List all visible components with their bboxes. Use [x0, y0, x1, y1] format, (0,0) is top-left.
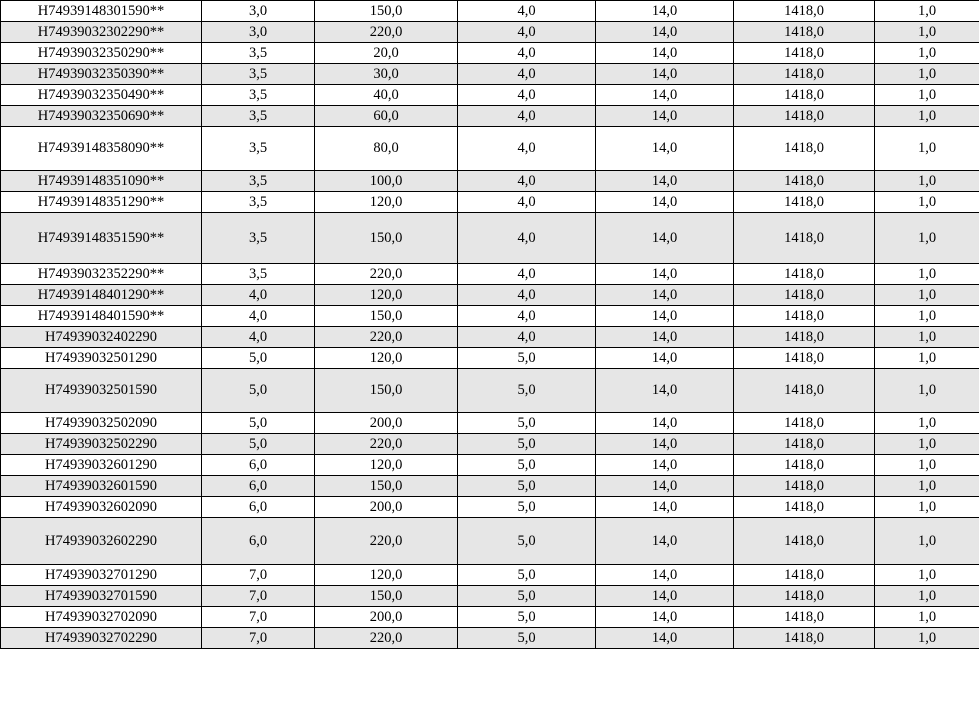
- table-cell-value: 3,5: [202, 64, 315, 85]
- table-cell-value: 1,0: [875, 476, 979, 497]
- table-row: [1, 127, 979, 171]
- table-row: [1, 285, 979, 306]
- table-row: [1, 476, 979, 497]
- table-cell-value: 14,0: [596, 264, 734, 285]
- table-cell-value: 5,0: [202, 434, 315, 455]
- table-cell-value: 200,0: [315, 413, 458, 434]
- table-cell-value: 4,0: [458, 85, 596, 106]
- table-row: [1, 628, 979, 649]
- table-cell-value: 14,0: [596, 348, 734, 369]
- table-cell-value: 1418,0: [734, 22, 875, 43]
- table-row: [1, 327, 979, 348]
- table-cell-value: 7,0: [202, 586, 315, 607]
- table-cell-value: 5,0: [202, 413, 315, 434]
- table-cell-value: 1,0: [875, 127, 979, 171]
- table-cell-value: 220,0: [315, 518, 458, 565]
- table-cell-part-number: H74939148358090**: [1, 127, 202, 171]
- table-cell-part-number: H74939148401290**: [1, 285, 202, 306]
- table-cell-value: 1,0: [875, 518, 979, 565]
- table-cell-part-number: H74939032701290: [1, 565, 202, 586]
- table-row: [1, 413, 979, 434]
- table-row: [1, 586, 979, 607]
- table-cell-part-number: H74939148401590**: [1, 306, 202, 327]
- table-cell-value: 4,0: [458, 285, 596, 306]
- table-cell-value: 4,0: [458, 192, 596, 213]
- table-cell-value: 1418,0: [734, 628, 875, 649]
- table-cell-value: 14,0: [596, 43, 734, 64]
- table-cell-value: 3,0: [202, 22, 315, 43]
- table-cell-value: 1418,0: [734, 607, 875, 628]
- table-cell-part-number: H74939032702090: [1, 607, 202, 628]
- table-cell-value: 7,0: [202, 628, 315, 649]
- table-cell-value: 14,0: [596, 565, 734, 586]
- table-cell-part-number: H74939148301590**: [1, 1, 202, 22]
- table-cell-part-number: H74939148351290**: [1, 192, 202, 213]
- table-cell-value: 1418,0: [734, 565, 875, 586]
- table-cell-value: 14,0: [596, 327, 734, 348]
- table-cell-value: 40,0: [315, 85, 458, 106]
- table-cell-part-number: H74939032501290: [1, 348, 202, 369]
- table-cell-value: 1,0: [875, 327, 979, 348]
- table-cell-value: 3,5: [202, 213, 315, 264]
- table-cell-part-number: H74939032501590: [1, 369, 202, 413]
- table-cell-part-number: H74939032602290: [1, 518, 202, 565]
- table-cell-value: 150,0: [315, 369, 458, 413]
- table-cell-value: 4,0: [458, 22, 596, 43]
- table-cell-value: 14,0: [596, 628, 734, 649]
- table-row: [1, 106, 979, 127]
- table-cell-value: 6,0: [202, 455, 315, 476]
- table-cell-part-number: H74939032702290: [1, 628, 202, 649]
- table-cell-value: 14,0: [596, 1, 734, 22]
- table-cell-value: 150,0: [315, 586, 458, 607]
- table-cell-value: 6,0: [202, 518, 315, 565]
- table-cell-value: 120,0: [315, 285, 458, 306]
- table-body: [1, 1, 979, 649]
- table-cell-value: 120,0: [315, 348, 458, 369]
- table-cell-part-number: H74939032350290**: [1, 43, 202, 64]
- table-cell-value: 1418,0: [734, 213, 875, 264]
- table-cell-value: 5,0: [458, 628, 596, 649]
- table-cell-value: 1,0: [875, 171, 979, 192]
- table-cell-value: 20,0: [315, 43, 458, 64]
- table-row: [1, 43, 979, 64]
- table-cell-value: 14,0: [596, 586, 734, 607]
- table-cell-value: 3,5: [202, 85, 315, 106]
- table-cell-value: 7,0: [202, 607, 315, 628]
- table-cell-value: 3,5: [202, 264, 315, 285]
- table-cell-value: 1,0: [875, 22, 979, 43]
- table-cell-value: 1,0: [875, 306, 979, 327]
- table-cell-value: 14,0: [596, 127, 734, 171]
- table-cell-value: 1418,0: [734, 348, 875, 369]
- table-cell-value: 1,0: [875, 565, 979, 586]
- table-cell-value: 120,0: [315, 455, 458, 476]
- table-cell-value: 1,0: [875, 1, 979, 22]
- table-cell-value: 14,0: [596, 106, 734, 127]
- table-cell-value: 4,0: [202, 285, 315, 306]
- table-row: [1, 434, 979, 455]
- table-cell-value: 150,0: [315, 1, 458, 22]
- table-row: [1, 369, 979, 413]
- table-cell-value: 1418,0: [734, 413, 875, 434]
- table-cell-value: 5,0: [458, 455, 596, 476]
- table-cell-value: 1418,0: [734, 434, 875, 455]
- table-cell-value: 14,0: [596, 192, 734, 213]
- table-row: [1, 518, 979, 565]
- table-cell-value: 14,0: [596, 85, 734, 106]
- table-cell-value: 1,0: [875, 85, 979, 106]
- table-cell-value: 1418,0: [734, 43, 875, 64]
- table-cell-value: 1,0: [875, 264, 979, 285]
- table-row: [1, 306, 979, 327]
- table-cell-value: 1,0: [875, 628, 979, 649]
- table-cell-value: 30,0: [315, 64, 458, 85]
- table-cell-value: 1,0: [875, 497, 979, 518]
- table-cell-value: 14,0: [596, 607, 734, 628]
- table-row: [1, 1, 979, 22]
- table-cell-part-number: H74939148351590**: [1, 213, 202, 264]
- table-cell-value: 220,0: [315, 264, 458, 285]
- table-cell-value: 120,0: [315, 192, 458, 213]
- table-cell-part-number: H74939032602090: [1, 497, 202, 518]
- table-cell-value: 4,0: [202, 327, 315, 348]
- table-cell-value: 1418,0: [734, 264, 875, 285]
- table-cell-part-number: H74939032350690**: [1, 106, 202, 127]
- table-cell-value: 1418,0: [734, 497, 875, 518]
- table-cell-value: 4,0: [458, 64, 596, 85]
- table-cell-value: 3,0: [202, 1, 315, 22]
- table-cell-value: 4,0: [458, 264, 596, 285]
- table-cell-value: 1,0: [875, 369, 979, 413]
- table-cell-value: 4,0: [458, 106, 596, 127]
- table-row: [1, 264, 979, 285]
- table-cell-value: 14,0: [596, 476, 734, 497]
- table-cell-value: 3,5: [202, 43, 315, 64]
- table-cell-value: 1,0: [875, 285, 979, 306]
- table-cell-value: 1418,0: [734, 127, 875, 171]
- table-cell-value: 3,5: [202, 192, 315, 213]
- table-cell-value: 1,0: [875, 213, 979, 264]
- table-cell-value: 14,0: [596, 455, 734, 476]
- table-cell-value: 14,0: [596, 413, 734, 434]
- table-cell-value: 1418,0: [734, 64, 875, 85]
- table-cell-value: 1418,0: [734, 85, 875, 106]
- table-row: [1, 85, 979, 106]
- table-cell-value: 14,0: [596, 285, 734, 306]
- table-cell-part-number: H74939032352290**: [1, 264, 202, 285]
- table-cell-value: 4,0: [458, 213, 596, 264]
- table-cell-value: 1,0: [875, 106, 979, 127]
- table-cell-value: 100,0: [315, 171, 458, 192]
- table-cell-value: 220,0: [315, 327, 458, 348]
- table-cell-value: 5,0: [458, 518, 596, 565]
- table-cell-value: 14,0: [596, 306, 734, 327]
- table-row: [1, 348, 979, 369]
- table-cell-value: 200,0: [315, 607, 458, 628]
- table-cell-value: 3,5: [202, 171, 315, 192]
- table-cell-value: 3,5: [202, 127, 315, 171]
- table-cell-value: 1418,0: [734, 192, 875, 213]
- table-cell-value: 5,0: [458, 434, 596, 455]
- table-cell-value: 200,0: [315, 497, 458, 518]
- table-cell-part-number: H74939148351090**: [1, 171, 202, 192]
- table-cell-part-number: H74939032302290**: [1, 22, 202, 43]
- table-row: [1, 22, 979, 43]
- table-row: [1, 192, 979, 213]
- table-cell-value: 5,0: [458, 586, 596, 607]
- table-cell-value: 1418,0: [734, 327, 875, 348]
- table-cell-value: 6,0: [202, 476, 315, 497]
- table-cell-value: 5,0: [458, 607, 596, 628]
- table-cell-value: 1418,0: [734, 586, 875, 607]
- table-cell-value: 150,0: [315, 306, 458, 327]
- table-cell-part-number: H74939032350490**: [1, 85, 202, 106]
- table-cell-value: 4,0: [202, 306, 315, 327]
- table-cell-value: 4,0: [458, 171, 596, 192]
- table-cell-value: 1418,0: [734, 306, 875, 327]
- table-cell-value: 1418,0: [734, 518, 875, 565]
- table-cell-part-number: H74939032350390**: [1, 64, 202, 85]
- table-cell-value: 14,0: [596, 369, 734, 413]
- table-cell-value: 1,0: [875, 64, 979, 85]
- table-row: [1, 497, 979, 518]
- table-cell-value: 1418,0: [734, 285, 875, 306]
- table-cell-value: 6,0: [202, 497, 315, 518]
- table-cell-value: 4,0: [458, 327, 596, 348]
- table-cell-value: 1418,0: [734, 455, 875, 476]
- table-cell-value: 14,0: [596, 213, 734, 264]
- table-cell-part-number: H74939032601590: [1, 476, 202, 497]
- table-row: [1, 213, 979, 264]
- table-cell-value: 1,0: [875, 192, 979, 213]
- table-cell-value: 5,0: [202, 369, 315, 413]
- table-cell-value: 4,0: [458, 1, 596, 22]
- table-cell-part-number: H74939032502290: [1, 434, 202, 455]
- table-cell-value: 3,5: [202, 106, 315, 127]
- table-cell-value: 1,0: [875, 348, 979, 369]
- table-cell-value: 1418,0: [734, 1, 875, 22]
- table-cell-value: 1418,0: [734, 171, 875, 192]
- table-cell-value: 1,0: [875, 607, 979, 628]
- table-cell-value: 1,0: [875, 43, 979, 64]
- table-cell-value: 60,0: [315, 106, 458, 127]
- table-cell-value: 4,0: [458, 306, 596, 327]
- table-cell-value: 220,0: [315, 434, 458, 455]
- table-cell-value: 220,0: [315, 22, 458, 43]
- table-cell-value: 1418,0: [734, 476, 875, 497]
- table-cell-value: 220,0: [315, 628, 458, 649]
- table-cell-value: 1,0: [875, 413, 979, 434]
- table-cell-value: 80,0: [315, 127, 458, 171]
- table-cell-part-number: H74939032402290: [1, 327, 202, 348]
- table-cell-value: 14,0: [596, 22, 734, 43]
- table-cell-value: 1418,0: [734, 106, 875, 127]
- table-cell-value: 1418,0: [734, 369, 875, 413]
- table-cell-value: 150,0: [315, 213, 458, 264]
- table-cell-value: 5,0: [458, 476, 596, 497]
- table-cell-value: 5,0: [458, 369, 596, 413]
- table-row: [1, 607, 979, 628]
- table-cell-value: 7,0: [202, 565, 315, 586]
- table-cell-value: 5,0: [202, 348, 315, 369]
- table-cell-value: 14,0: [596, 518, 734, 565]
- table-cell-part-number: H74939032701590: [1, 586, 202, 607]
- table-cell-value: 5,0: [458, 413, 596, 434]
- table-row: [1, 64, 979, 85]
- table-cell-part-number: H74939032502090: [1, 413, 202, 434]
- table-cell-value: 14,0: [596, 64, 734, 85]
- table-cell-value: 14,0: [596, 171, 734, 192]
- table-row: [1, 171, 979, 192]
- table-cell-value: 14,0: [596, 497, 734, 518]
- table-cell-value: 5,0: [458, 497, 596, 518]
- table-cell-value: 120,0: [315, 565, 458, 586]
- table-cell-value: 14,0: [596, 434, 734, 455]
- table-cell-value: 150,0: [315, 476, 458, 497]
- table-cell-value: 1,0: [875, 586, 979, 607]
- table-cell-value: 4,0: [458, 127, 596, 171]
- table-cell-value: 1,0: [875, 434, 979, 455]
- table-cell-value: 5,0: [458, 348, 596, 369]
- table-cell-value: 1,0: [875, 455, 979, 476]
- table-cell-part-number: H74939032601290: [1, 455, 202, 476]
- table-cell-value: 5,0: [458, 565, 596, 586]
- table-row: [1, 455, 979, 476]
- table-cell-value: 4,0: [458, 43, 596, 64]
- table-row: [1, 565, 979, 586]
